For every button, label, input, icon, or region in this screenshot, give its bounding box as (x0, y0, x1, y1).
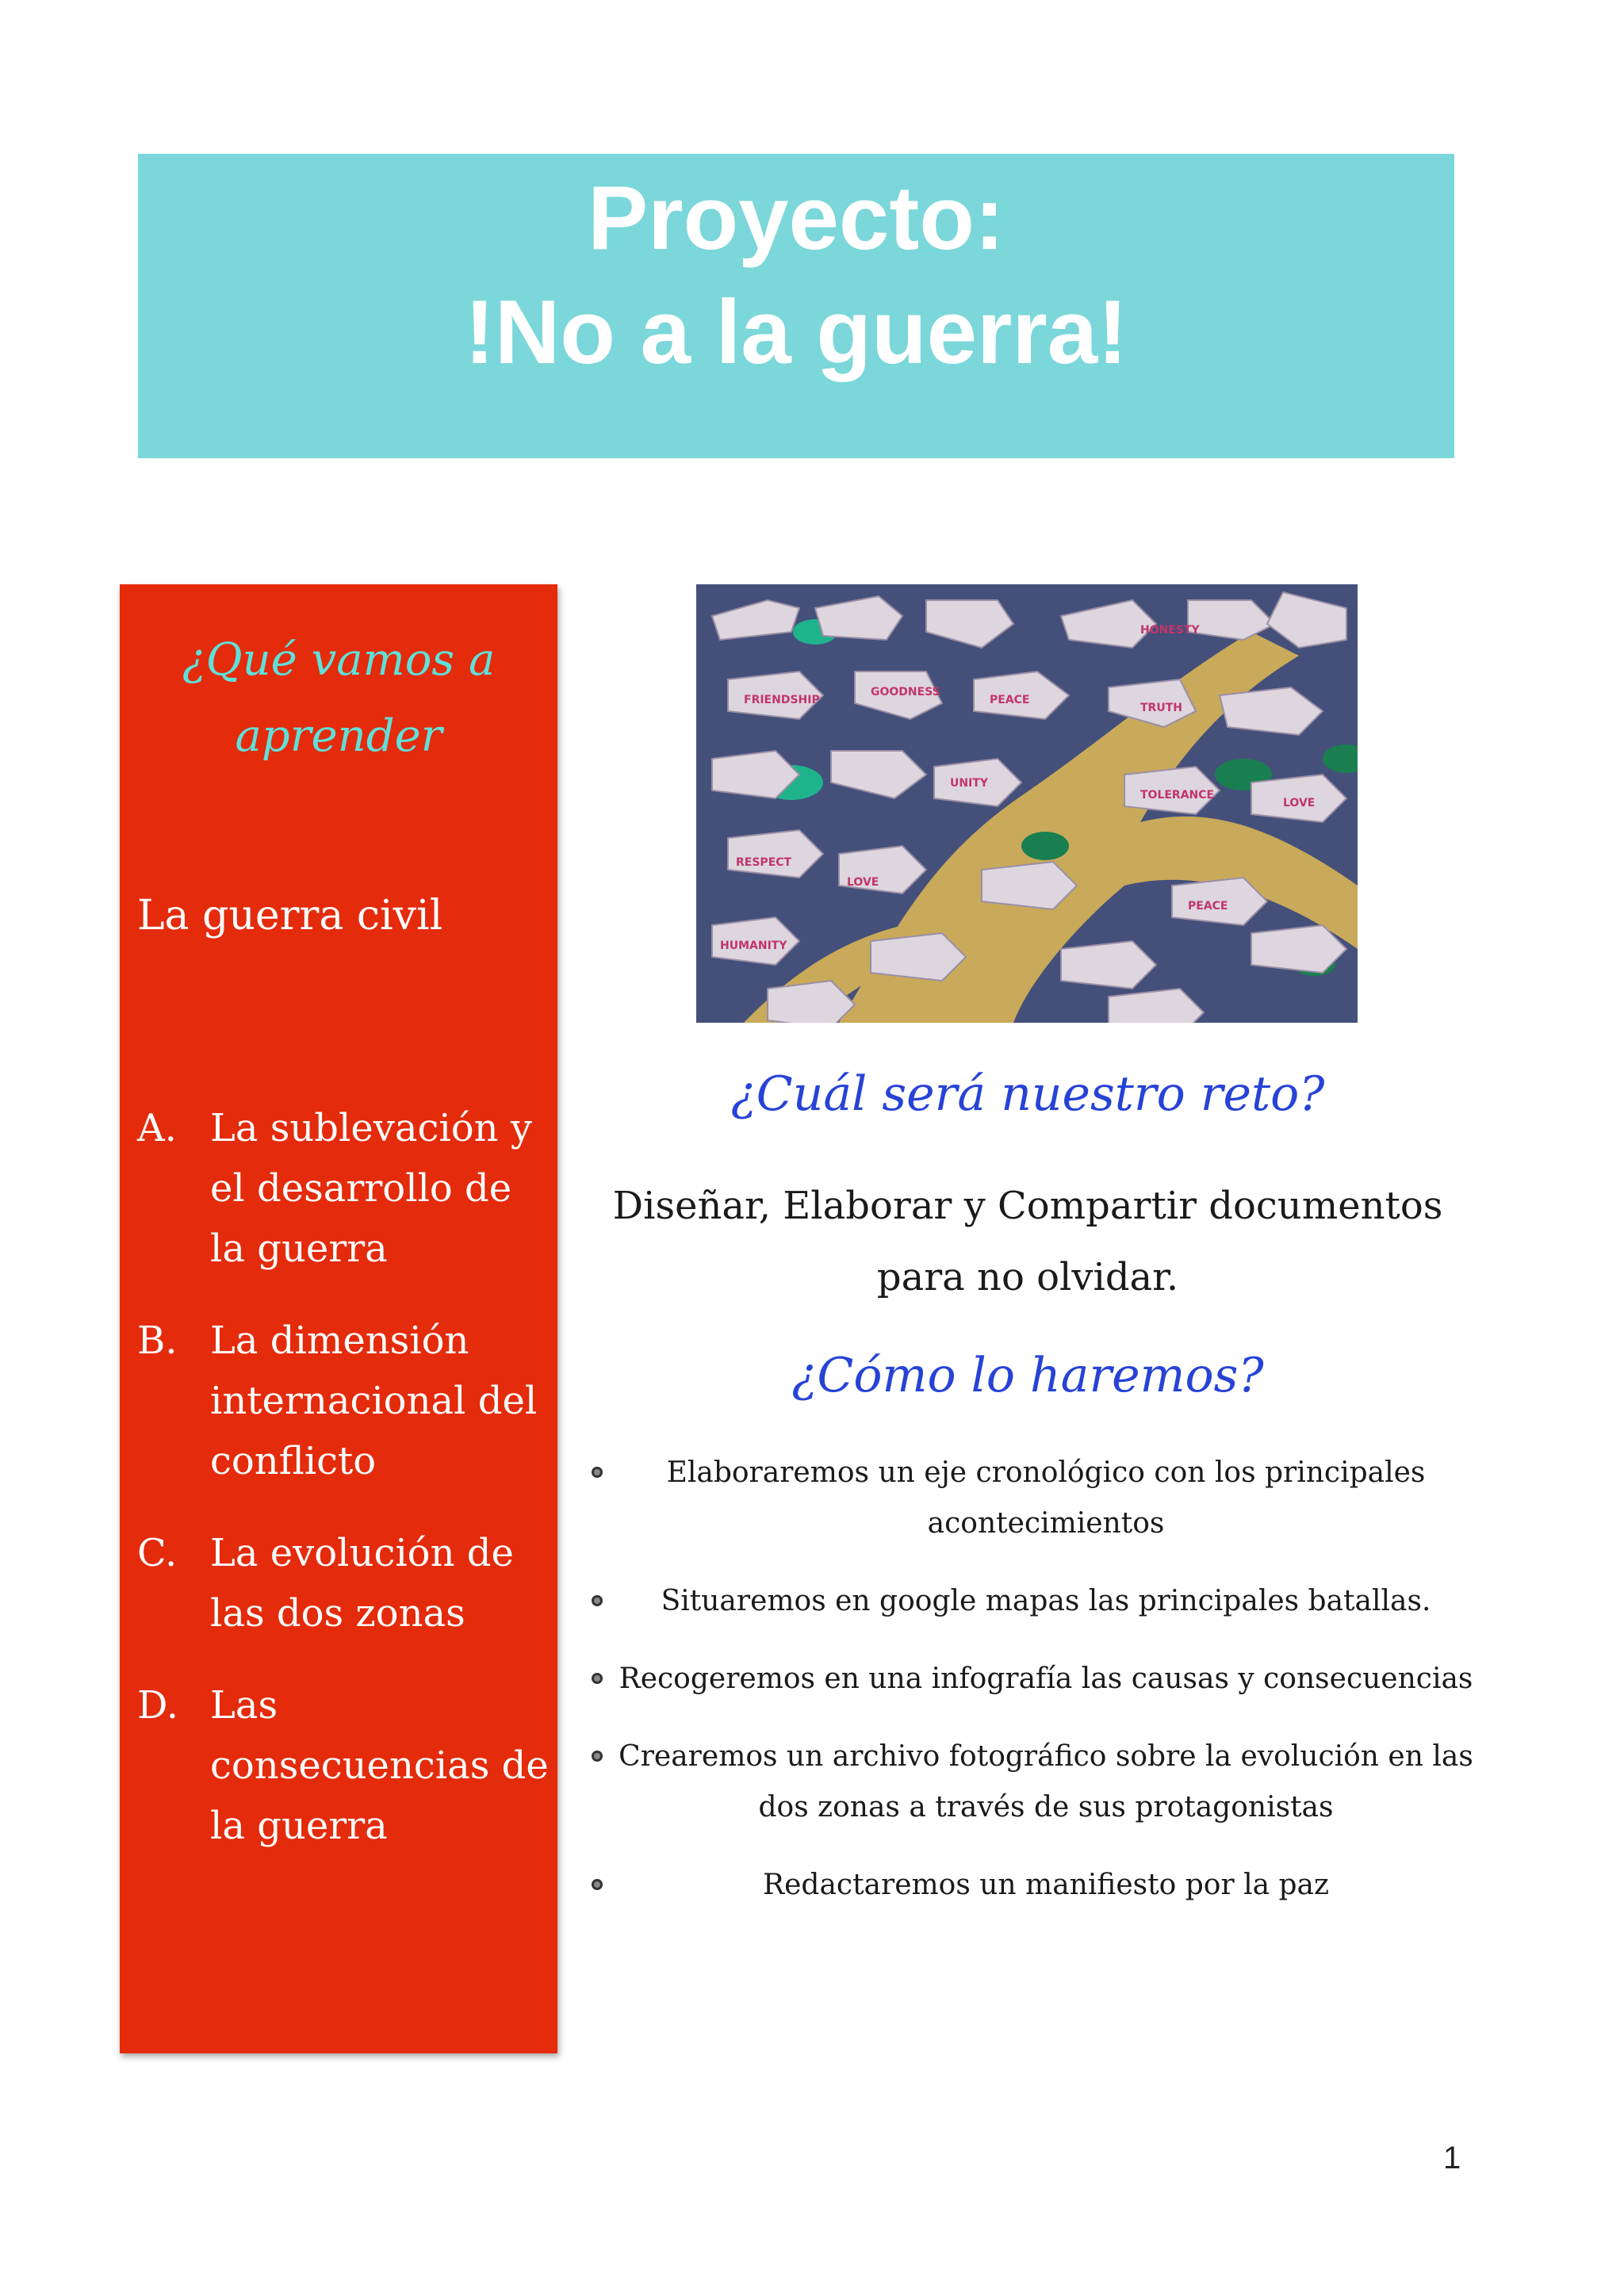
learning-sidebar (120, 584, 557, 2053)
list-item: Redactaremos un manifiesto por la paz (587, 1860, 1475, 1911)
dove-label: LOVE (847, 876, 879, 889)
topic-letter: A. (137, 1106, 177, 1150)
topic-text: La evolución de las dos zonas (210, 1531, 514, 1636)
challenge-text: Diseñar, Elaborar y Compartir documentos para no olvidar. (612, 1184, 1443, 1299)
topic-item (137, 1311, 550, 1491)
dove-label: HONESTY (1140, 624, 1200, 637)
list-item: Crearemos un archivo fotográfico sobre la evolución en las dos zonas a través de sus protagonistas (587, 1732, 1475, 1833)
title-line-2: !No a la guerra! (464, 282, 1128, 383)
topic-item (137, 1523, 550, 1644)
topic-text: La dimensión internacional del conflicto (210, 1318, 538, 1483)
topic-letter: B. (137, 1318, 178, 1363)
list-item: Situaremos en google mapas las principales batallas. (587, 1576, 1475, 1627)
list-item: Elaboraremos un eje cronológico con los principales acontecimientos (587, 1448, 1475, 1549)
topic-item (137, 1675, 550, 1856)
topic-letter: D. (137, 1683, 179, 1728)
title-banner (138, 154, 1454, 458)
dove-label: PEACE (1188, 900, 1228, 913)
dove-label: TRUTH (1140, 702, 1182, 714)
sidebar-topic: La guerra civil (137, 892, 443, 939)
topic-list (137, 1098, 550, 1888)
challenge-heading: ¿Cuál será nuestro reto? (730, 1066, 1325, 1122)
method-heading: ¿Cómo lo haremos? (791, 1348, 1264, 1403)
dove-label: TOLERANCE (1140, 789, 1215, 802)
topic-text: La sublevación y el desarrollo de la guerra (210, 1106, 532, 1271)
page-title (138, 154, 1454, 390)
title-line-1: Proyecto: (588, 168, 1005, 269)
dove-label: FRIENDSHIP (744, 694, 820, 706)
sidebar-heading: ¿Qué vamos a aprender (182, 634, 496, 762)
peace-doves-photo (696, 584, 1358, 1023)
dove-label: RESPECT (736, 856, 792, 869)
dove-label: LOVE (1283, 797, 1316, 809)
list-item: Recogeremos en una infografía las causas y consecuencias (587, 1654, 1475, 1705)
method-list (587, 1448, 1475, 1938)
dove-label: PEACE (990, 694, 1030, 706)
topic-text: Las consecuencias de la guerra (210, 1683, 549, 1848)
page-number: 1 (1443, 2141, 1461, 2175)
topic-item (137, 1098, 550, 1279)
dove-label: HUMANITY (720, 939, 787, 952)
doves-illustration (696, 584, 1358, 1023)
dove-label: UNITY (950, 777, 988, 790)
topic-letter: C. (137, 1531, 178, 1575)
dove-label: GOODNESS (871, 686, 940, 698)
